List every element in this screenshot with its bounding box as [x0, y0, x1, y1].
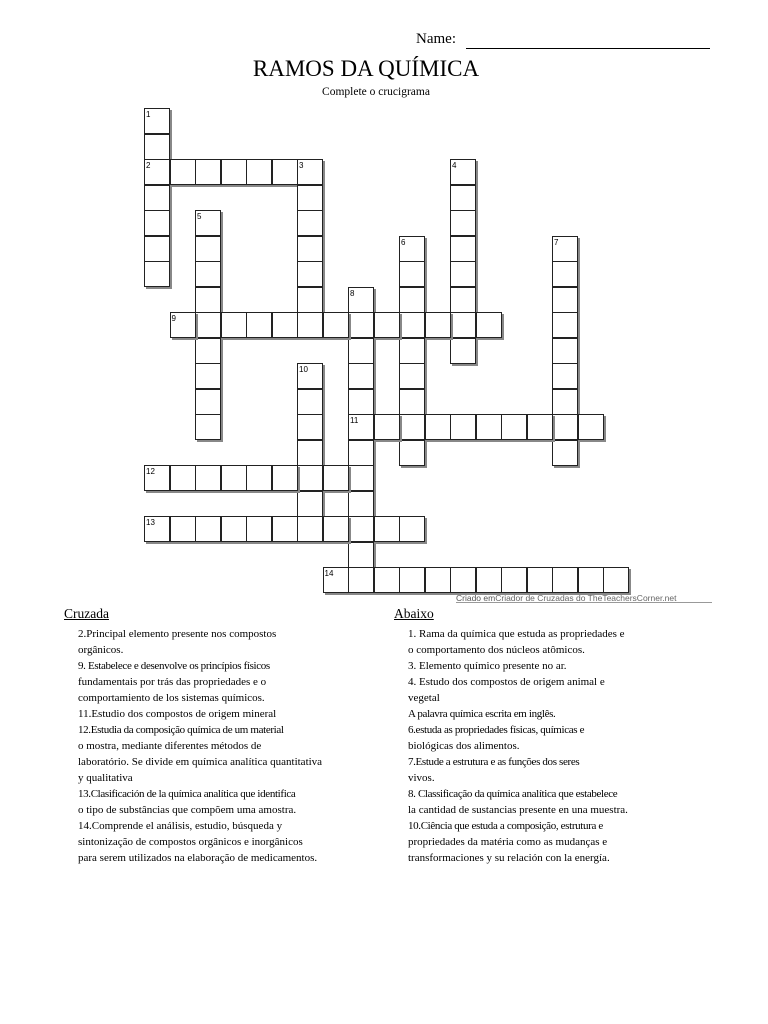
clue-number: 9 [171, 314, 176, 323]
grid-cell[interactable] [552, 287, 578, 313]
grid-cell[interactable] [425, 414, 451, 440]
grid-cell[interactable] [246, 312, 272, 338]
grid-cell[interactable] [297, 312, 323, 338]
grid-cell[interactable] [399, 312, 425, 338]
grid-cell[interactable] [144, 236, 170, 262]
grid-cell[interactable] [425, 312, 451, 338]
clue-line: 1. Rama da química que estuda as propriedades e [408, 628, 625, 640]
grid-cell[interactable] [297, 287, 323, 313]
grid-cell[interactable] [348, 312, 374, 338]
grid-cell[interactable] [170, 312, 196, 338]
clue-line: biológicas dos alimentos. [408, 740, 520, 752]
grid-cell[interactable] [297, 363, 323, 389]
clue-line: 9. Estabelece e desenvolve os princípios físicos [78, 660, 270, 672]
clue-line: fundamentais por trás das propriedades e o [78, 676, 267, 688]
clue-number: 3 [299, 161, 304, 170]
clue-line: 3. Elemento químico presente no ar. [408, 660, 567, 672]
down-clue-list [408, 626, 628, 866]
grid-cell[interactable] [552, 414, 578, 440]
grid-cell[interactable] [450, 236, 476, 262]
grid-cell[interactable] [170, 465, 196, 491]
across-title: Cruzada [64, 606, 109, 621]
grid-cell[interactable] [450, 159, 476, 185]
grid-cell[interactable] [195, 389, 221, 415]
grid-cell[interactable] [297, 465, 323, 491]
grid-cell[interactable] [297, 389, 323, 415]
clue-line: 12.Estudia da composição química de um material [78, 724, 284, 736]
grid-cell[interactable] [195, 261, 221, 287]
grid-cell[interactable] [297, 210, 323, 236]
grid-cell[interactable] [144, 108, 170, 134]
grid-cell[interactable] [221, 312, 247, 338]
grid-cell[interactable] [552, 338, 578, 364]
grid-cell[interactable] [272, 312, 298, 338]
clue-line: o mostra, mediante diferentes métodos de [78, 740, 262, 752]
clue-line: o tipo de substâncias que compõem uma amostra. [78, 804, 297, 816]
grid-cell[interactable] [527, 567, 553, 593]
grid-cell[interactable] [450, 338, 476, 364]
grid-cell[interactable] [195, 414, 221, 440]
grid-cell[interactable] [348, 440, 374, 466]
grid-cell[interactable] [195, 363, 221, 389]
grid-cell[interactable] [501, 567, 527, 593]
grid-cell[interactable] [323, 312, 349, 338]
grid-cell[interactable] [144, 134, 170, 160]
clue-number: 12 [146, 467, 155, 476]
grid-cell[interactable] [552, 440, 578, 466]
grid-cell[interactable] [374, 312, 400, 338]
grid-cell[interactable] [374, 516, 400, 542]
grid-cell[interactable] [170, 516, 196, 542]
grid-cell[interactable] [195, 465, 221, 491]
grid-cell[interactable] [144, 159, 170, 185]
grid-cell[interactable] [399, 363, 425, 389]
grid-cell[interactable] [399, 287, 425, 313]
page-subtitle: Complete o crucigrama [322, 86, 430, 98]
grid-cell[interactable] [272, 516, 298, 542]
clue-line: 6.estuda as propriedades físicas, químicas e [408, 724, 585, 736]
clue-line: 8. Classificação da química analítica que estabelece [408, 788, 618, 800]
grid-cell[interactable] [195, 516, 221, 542]
grid-cell[interactable] [501, 414, 527, 440]
grid-cell[interactable] [552, 567, 578, 593]
grid-cell[interactable] [374, 567, 400, 593]
grid-cell[interactable] [272, 159, 298, 185]
grid-cell[interactable] [297, 491, 323, 517]
clue-line: 4. Estudo dos compostos de origem animal e [408, 676, 605, 688]
grid-cell[interactable] [297, 159, 323, 185]
grid-cell[interactable] [323, 465, 349, 491]
clue-line: 14.Comprende el análisis, estudio, búsqueda y [78, 820, 283, 832]
grid-cell[interactable] [246, 465, 272, 491]
clue-number: 7 [554, 237, 559, 247]
grid-cell[interactable] [476, 567, 502, 593]
credit-divider [456, 602, 712, 603]
grid-cell[interactable] [552, 236, 578, 262]
grid-cell[interactable] [399, 440, 425, 466]
clue-number: 11 [350, 416, 359, 425]
grid-cell[interactable] [552, 261, 578, 287]
grid-cell[interactable] [348, 567, 374, 593]
grid-cell[interactable] [348, 338, 374, 364]
grid-cell[interactable] [297, 414, 323, 440]
grid-cell[interactable] [144, 210, 170, 236]
grid-cell[interactable] [450, 185, 476, 211]
clue-line: para serem utilizados na elaboração de medicamentos. [78, 852, 318, 864]
grid-cell[interactable] [221, 465, 247, 491]
grid-cell[interactable] [323, 567, 349, 593]
grid-cell[interactable] [195, 312, 221, 338]
clue-line: 7.Estude a estrutura e as funções dos seres [408, 756, 580, 768]
credit-prefix: Criado em [456, 593, 496, 603]
clue-number: 8 [350, 288, 355, 298]
grid-cell[interactable] [297, 261, 323, 287]
grid-cell[interactable] [297, 236, 323, 262]
grid-cell[interactable] [348, 414, 374, 440]
grid-cell[interactable] [195, 159, 221, 185]
name-label: Name: [416, 31, 456, 47]
clue-number: 1 [146, 110, 151, 119]
grid-cell[interactable] [348, 389, 374, 415]
clue-line: orgânicos. [78, 644, 124, 656]
grid-cell[interactable] [450, 261, 476, 287]
clue-line: la cantidad de sustancias presente en una muestra. [408, 804, 628, 816]
clue-line: 10.Ciência que estuda a composição, estrutura e [408, 820, 603, 832]
clue-line: A palavra química escrita em inglês. [408, 708, 556, 720]
clue-line: o comportamento dos núcleos atômicos. [408, 644, 585, 656]
grid-cell[interactable] [348, 363, 374, 389]
grid-cell[interactable] [348, 287, 374, 313]
grid-cell[interactable] [552, 312, 578, 338]
clue-line: vivos. [408, 772, 435, 784]
grid-cell[interactable] [399, 236, 425, 262]
clue-number: 10 [299, 365, 308, 374]
clue-line: vegetal [408, 692, 440, 704]
grid-cell[interactable] [476, 414, 502, 440]
grid-cell[interactable] [399, 261, 425, 287]
clue-line: sintonização de compostos orgânicos e inorgânicos [78, 836, 303, 848]
grid-cell[interactable] [399, 389, 425, 415]
clue-line: y qualitativa [78, 772, 133, 784]
grid-cell[interactable] [552, 363, 578, 389]
clue-line: laboratório. Se divide em química analítica quantitativa [78, 756, 323, 768]
grid-cell[interactable] [348, 516, 374, 542]
grid-cell[interactable] [399, 516, 425, 542]
grid-cell[interactable] [578, 567, 604, 593]
grid-cell[interactable] [374, 414, 400, 440]
grid-cell[interactable] [221, 516, 247, 542]
grid-cell[interactable] [195, 236, 221, 262]
clue-number: 13 [146, 518, 155, 527]
grid-cell[interactable] [195, 210, 221, 236]
grid-cell[interactable] [297, 516, 323, 542]
grid-cell[interactable] [348, 465, 374, 491]
grid-cell[interactable] [297, 440, 323, 466]
grid-cell[interactable] [195, 287, 221, 313]
grid-cell[interactable] [603, 567, 629, 593]
grid-cell[interactable] [144, 516, 170, 542]
clue-number: 6 [401, 237, 406, 247]
grid-cell[interactable] [297, 185, 323, 211]
grid-cell[interactable] [450, 414, 476, 440]
grid-cell[interactable] [170, 159, 196, 185]
grid-cell[interactable] [272, 465, 298, 491]
grid-cell[interactable] [578, 414, 604, 440]
grid-cell[interactable] [399, 414, 425, 440]
grid-cell[interactable] [195, 338, 221, 364]
grid-cell[interactable] [221, 159, 247, 185]
grid-cell[interactable] [144, 465, 170, 491]
clue-number: 2 [146, 161, 151, 170]
clue-line: comportamiento de los sistemas químicos. [78, 692, 265, 704]
clue-line: propriedades da matéria como as mudanças e [408, 836, 608, 848]
down-title: Abaixo [394, 606, 434, 621]
grid-cell[interactable] [144, 185, 170, 211]
grid-cell[interactable] [450, 312, 476, 338]
grid-cell[interactable] [399, 567, 425, 593]
grid-cell[interactable] [527, 414, 553, 440]
grid-cell[interactable] [144, 261, 170, 287]
clue-number: 5 [197, 212, 202, 221]
grid-cell[interactable] [425, 567, 451, 593]
clue-line: transformaciones y su relación con la energía. [408, 852, 610, 864]
grid-cell[interactable] [246, 516, 272, 542]
clue-number: 14 [324, 569, 334, 578]
across-clue-list [78, 626, 322, 866]
clue-line: 11.Estudio dos compostos de origem mineral [78, 708, 277, 720]
clue-line: 2.Principal elemento presente nos compostos [78, 628, 277, 640]
grid-cell[interactable] [348, 542, 374, 568]
page-title: RAMOS DA QUÍMICA [252, 56, 480, 81]
grid-cell[interactable] [450, 287, 476, 313]
credit-link[interactable]: Criador de Cruzadas do TheTeachersCorner.net [495, 593, 677, 603]
grid-cell[interactable] [348, 491, 374, 517]
grid-cell[interactable] [552, 389, 578, 415]
clue-line: 13.Clasificación de la química analítica que identifica [78, 788, 296, 800]
grid-cell[interactable] [399, 338, 425, 364]
grid-cell[interactable] [450, 210, 476, 236]
grid-cell[interactable] [246, 159, 272, 185]
clue-number: 4 [452, 161, 457, 170]
grid-cell[interactable] [450, 567, 476, 593]
grid-cell[interactable] [476, 312, 502, 338]
grid-cell[interactable] [323, 516, 349, 542]
